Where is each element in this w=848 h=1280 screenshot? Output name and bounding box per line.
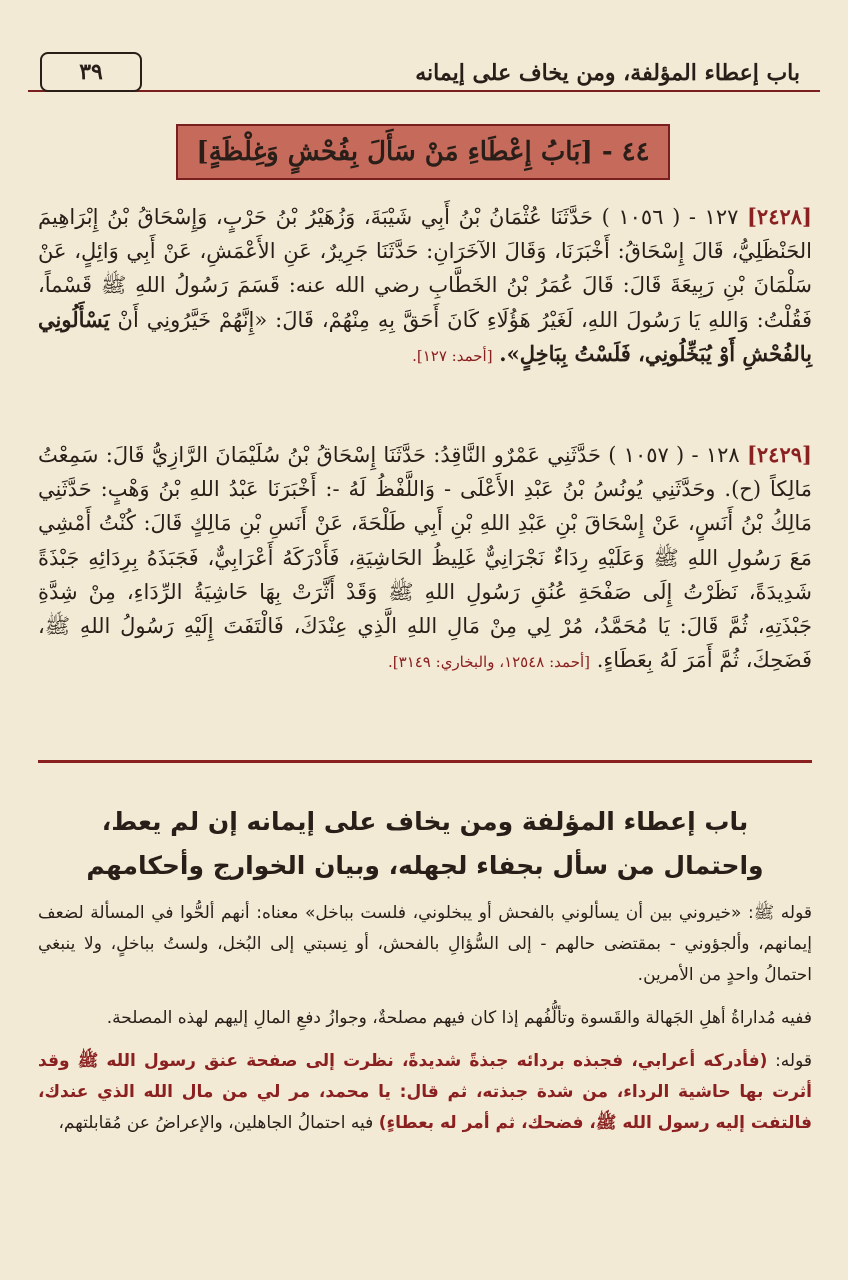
section-divider bbox=[38, 760, 812, 763]
hadith-2428 bbox=[38, 200, 812, 377]
running-title: باب إعطاء المؤلفة، ومن يخاف على إيمانه bbox=[415, 60, 800, 86]
hadith-text-line: إِبْرَاهِيمَ الحَنْظَلِيُّ، قَالَ إِسْحَاقُ: أَخْبَرَنَا، وَقَالَ الآخَرَانِ: حَدَّثَنَا جَرِيرٌ، عَنِ الأَعْمَشِ، عَنْ bbox=[38, 205, 812, 264]
hadith-text-line: ١٢٨ - ( ١٠٥٧ ) حَدَّثَنِي عَمْرٌو النَّاقِدُ: حَدَّثَنَا إِسْحَاقُ بْنُ سُلَيْمَانَ الرَّازِيُّ قَالَ: bbox=[105, 443, 740, 467]
hadith-reference-number: [٢٤٢٩] bbox=[746, 442, 812, 467]
hadith-text-line: سَمِعْتُ مَالِكاً (ح). وحَدَّثَنِي يُونُسُ بْنُ عَبْدِ الأَعْلَى - وَاللَّفْظُ لَهُ -: أَخْبَرَنَا عَبْدُ اللهِ بْنُ وَهْبٍ: bbox=[38, 443, 812, 502]
hadith-reference-number: [٢٤٢٨] bbox=[746, 204, 812, 229]
hadith-text-line: يَسْأَلُونِي بِالفُحْشِ أَوْ يُبَخِّلُونِي، فَلَسْتُ بِبَاخِلٍ». bbox=[38, 306, 812, 366]
hadith-text-line: جَبْذَةً شَدِيدَةً، نَظَرْتُ إِلَى صَفْحَةِ عُنُقِ رَسُولِ اللهِ ﷺ وَقَدْ أَثَّرَتْ بِهَا حَاشِيَةُ الرِّدَاءِ، مِنْ شِدَّةِ bbox=[38, 545, 812, 604]
commentary-paragraph: قوله ﷺ: «خيروني بين أن يسألوني بالفحش أو يبخلوني، فلست بباخل» معناه: أنهم ألحُّوا في المسألة لضعف إيمانهم، وألجؤوني - بمقتضى حالهم - إلى السُّؤالِ بالفحش، أو نِسبتي إلى البُخل، ولستُ بباخلٍ، ولا ينبغي احتمالُ واحدٍ من الأمرين. bbox=[38, 903, 812, 985]
hadith-text-line: فَضَحِكَ، ثُمَّ أَمَرَ لَهُ بِعَطَاءٍ. bbox=[596, 648, 812, 673]
commentary-text: فيه احتمالُ الجاهلين، والإعراضُ عن مُقابلتهم، bbox=[58, 1113, 379, 1133]
commentary-paragraph bbox=[38, 1046, 812, 1139]
commentary-title-line: باب إعطاء المؤلفة ومن يخاف على إيمانه إن لم يعط، bbox=[101, 807, 749, 836]
commentary-title-line: واحتمال من سأل بجفاء لجهله، وبيان الخوارج وأحكامهم bbox=[86, 851, 764, 880]
hadith-text-line: حَدَّثَنِي مَالِكُ بْنُ أَنَسٍ، عَنْ إِسْحَاقَ بْنِ عَبْدِ اللهِ بْنِ أَبِي طَلْحَةَ، عَنْ أَنَسِ بْنِ مَالِكٍ قَالَ: كُنْتُ bbox=[38, 477, 812, 536]
commentary-title bbox=[38, 800, 812, 888]
hadith-text-line: أَبِي وَائِلٍ، عَنْ سَلْمَانَ بْنِ رَبِيعَةَ قَالَ: قَالَ عُمَرُ بْنُ الخَطَّابِ رضي الله عنه: قَسَمَ رَسُولُ اللهِ ﷺ bbox=[38, 239, 812, 298]
commentary-body bbox=[38, 898, 812, 1151]
hadith-text-line: أَمْشِي مَعَ رَسُولِ اللهِ ﷺ وَعَلَيْهِ رِدَاءٌ نَجْرَانِيٌّ غَلِيظُ الحَاشِيَةِ، فَأَدْرَكَهُ أَعْرَابِيٌّ، فَجَبَذَهُ بِرِدَائِهِ bbox=[38, 511, 812, 570]
page-number: ٣٩ bbox=[40, 52, 142, 92]
page-header bbox=[28, 48, 820, 92]
hadith-citation: [أحمد: ١٢٧]. bbox=[412, 346, 493, 365]
commentary-quote: (فأدركه أعرابي، فجبذه بردائه جبذةً شديدةً، نظرت إلى صفحة عنق رسول الله ﷺ وقد أثرت بها حاشية الرداء، من شدة جبذته، ثم قال: يا محمد، مر لي من مال الله الذي عندك، فالتفت إليه رسول الله ﷺ، فضحك، ثم أمر له بعطاءٍ) bbox=[38, 1051, 812, 1133]
hadith-citation: [أحمد: ١٢٥٤٨، والبخاري: ٣١٤٩]. bbox=[388, 653, 591, 672]
hadith-2429 bbox=[38, 438, 812, 683]
hadith-text-line: ١٢٧ - ( ١٠٥٦ ) حَدَّثَنَا عُثْمَانُ بْنُ أَبِي شَيْبَةَ، وَزُهَيْرُ بْنُ حَرْبٍ، وَإِسْحَاقُ بْنُ bbox=[107, 205, 739, 229]
chapter-title-banner: ٤٤ - [بَابُ إِعْطَاءِ مَنْ سَأَلَ بِفُحْشٍ وَغِلْظَةٍ] bbox=[176, 124, 670, 180]
hadith-text-line: جَبْذَتِهِ، ثُمَّ قَالَ: يَا مُحَمَّدُ، مُرْ لِي مِنْ مَالِ اللهِ الَّذِي عِنْدَكَ، فَالْتَفَتَ إِلَيْهِ رَسُولُ اللهِ ﷺ، bbox=[38, 614, 812, 639]
commentary-paragraph: ففيه مُداراةُ أهلِ الجَهالة والقَسوة وتألُّفُهم إذا كان فيهم مصلحةٌ، وجوازُ دفعِ المالِ إليهم لهذه المصلحة. bbox=[106, 1008, 812, 1028]
commentary-text: قوله: bbox=[767, 1051, 813, 1071]
hadith-text-line: قَسْماً، فَقُلْتُ: وَاللهِ يَا رَسُولَ اللهِ، لَغَيْرُ هَؤُلَاءِ كَانَ أَحَقَّ بِهِ مِنْهُمْ، قَالَ: «إِنَّهُمْ خَيَّرُونِي أَنْ bbox=[38, 273, 812, 332]
